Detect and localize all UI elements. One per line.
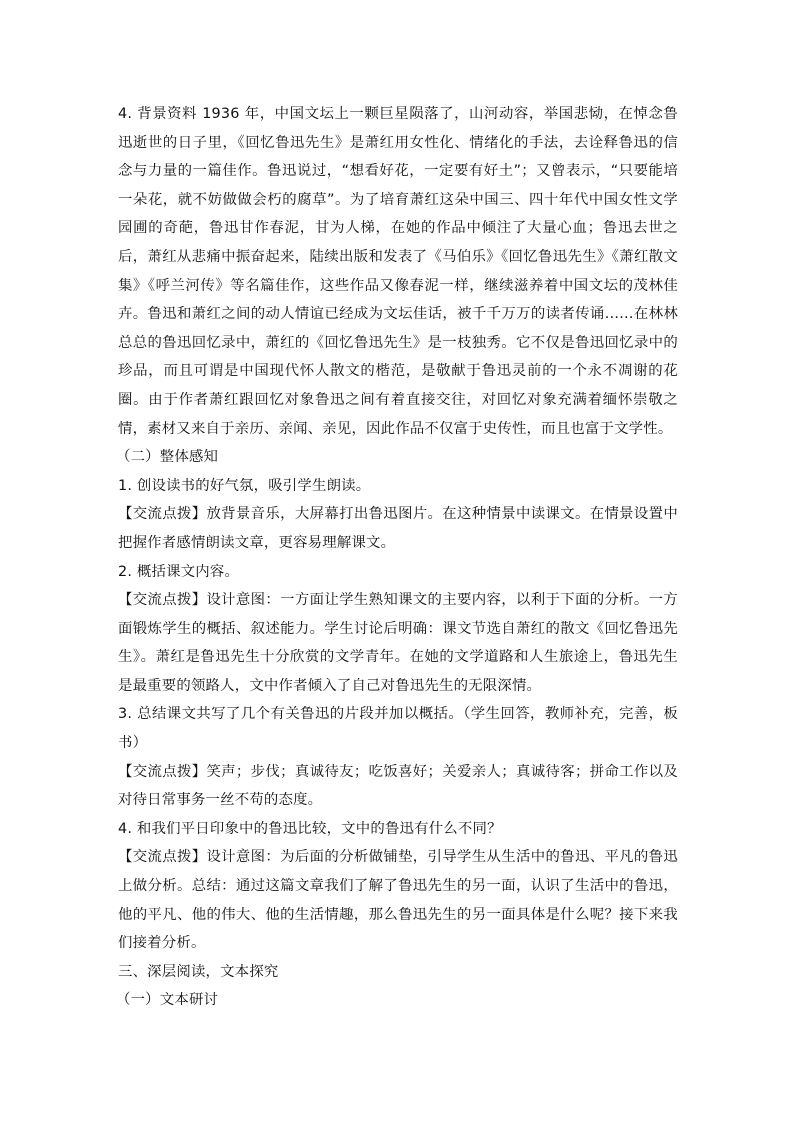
background-material-paragraph: 4. 背景资料 1936 年，中国文坛上一颗巨星陨落了，山河动容，举国悲恸，在悼念鲁迅逝世的日子里，《回忆鲁迅先生》是萧红用女性化、情绪化的手法，去诠释鲁迅的信念与力量的一篇佳作。鲁迅说过，“想看好花，一定要有好土”；又曾表示，“只要能培一朵花，就不妨做做会朽的腐草”。为了培育萧红这朵中国三、四十年代中国女性文学园圃的奇葩，鲁迅甘作春泥，甘为人梯，在她的作品中倾注了大量心血；鲁迅去世之后，萧红从悲痛中振奋起来，陆续出版和发表了《马伯乐》《回忆鲁迅先生》《萧红散文集》《呼兰河传》等名篇佳作，这些作品又像春泥一样，继续滋养着中国文坛的茂林佳卉。鲁迅和萧红之间的动人情谊已经成为文坛佳话，被千千万万的读者传诵……在林林总总的鲁迅回忆录中，萧红的《回忆鲁迅先生》是一枝独秀。它不仅是鲁迅回忆录中的珍品，而且可谓是中国现代怀人散文的楷范，是敬献于鲁迅灵前的一个永不凋谢的花圈。由于作者萧红跟回忆对象鲁迅之间有着直接交往，对回忆对象充满着缅怀崇敬之情，素材又来自于亲历、亲闻、亲见，因此作品不仅富于史传性，而且也富于文学性。 [118, 106, 678, 437]
step-4-text: 4. 和我们平日印象中的鲁迅比较，文中的鲁迅有什么不同？ [118, 820, 502, 837]
section-heading-deep-reading: 三、深层阅读，文本探究 [118, 963, 279, 980]
step-4-guidance: 【交流点拨】设计意图：为后面的分析做铺垫，引导学生从生活中的鲁迅、平凡的鲁迅上做分析。总结：通过这篇文章我们了解了鲁迅先生的另一面，认识了生活中的鲁迅，他的平凡、他的伟大、他的生活情趣，那么鲁迅先生的另一面具体是什么呢？接下来我们接着分析。 [118, 849, 678, 952]
subsection-heading-text-study: （一）文本研讨 [116, 992, 219, 1009]
step-3-guidance: 【交流点拨】笑声；步伐；真诚待友；吃饭喜好；关爱亲人；真诚待客；拼命工作以及对待日常事务一丝不苟的态度。 [118, 763, 678, 809]
document-body [118, 100, 678, 1015]
section-heading-overall-perception: （二）整体感知 [116, 449, 219, 466]
step-2-text: 2. 概括课文内容。 [118, 563, 240, 580]
step-1-text: 1. 创设读书的好气氛，吸引学生朗读。 [118, 477, 371, 494]
step-1-guidance: 【交流点拨】放背景音乐，大屏幕打出鲁迅图片。在这种情景中读课文。在情景设置中把握作者感情朗读文章，更容易理解课文。 [118, 506, 678, 551]
step-3-text: 3. 总结课文共写了几个有关鲁迅的片段并加以概括。（学生回答，教师补充，完善，板书） [118, 706, 678, 752]
step-2-guidance: 【交流点拨】设计意图：一方面让学生熟知课文的主要内容，以利于下面的分析。一方面锻炼学生的概括、叙述能力。学生讨论后明确：课文节选自萧红的散文《回忆鲁迅先生》。萧红是鲁迅先生十分欣赏的文学青年。在她的文学道路和人生旅途上，鲁迅先生是最重要的领路人，文中作者倾入了自己对鲁迅先生的无限深情。 [118, 592, 678, 694]
